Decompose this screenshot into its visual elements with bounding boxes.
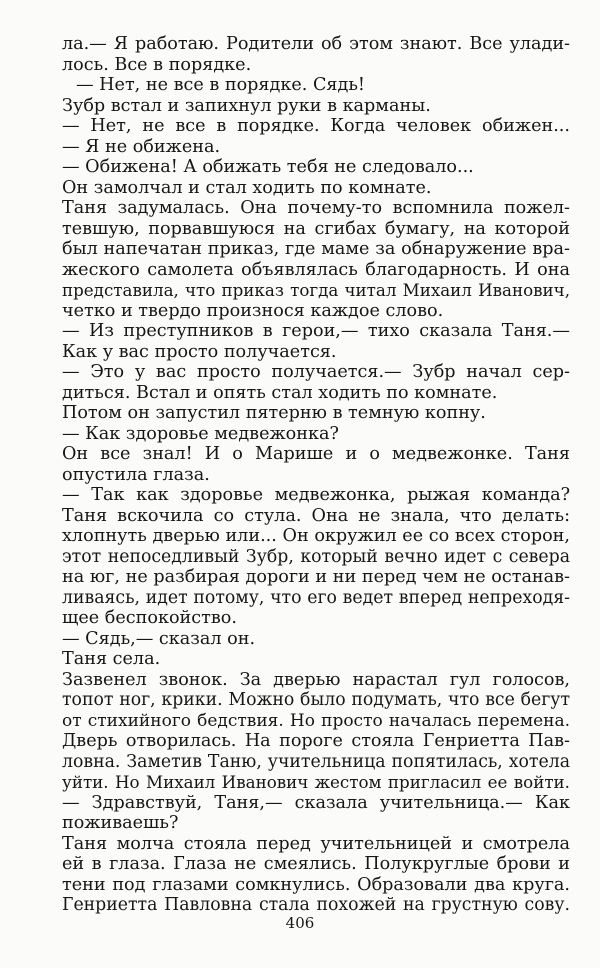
text-line: Генриетта Павловна стала похожей на грустную сову. [62, 895, 570, 915]
text-line: — Это у вас просто получается.— Зубр начал сер- [62, 362, 570, 382]
text-line: Таня вскочила со стула. Она не знала, что делать: [62, 505, 570, 526]
text-line: ливаясь, идет потому, что его ведет вперед непреходя- [62, 587, 570, 608]
page-number: 406 [285, 914, 315, 932]
text-line: Зубр встал и запихнул руки в карманы. [62, 95, 431, 116]
text-line: Он замолчал и стал ходить по комнате. [62, 177, 432, 198]
text-line: — Обижена! А обижать тебя не следовало... [62, 157, 474, 177]
text-line: — Нет, не все в порядке. Когда человек обижен... [62, 116, 570, 136]
text-line: Дверь отворилась. На пороге стояла Генриетта Пав- [62, 731, 570, 751]
text-line: Он все знал! И о Марише и о медвежонке. Таня [62, 444, 570, 464]
text-line: тевшую, порвавшуюся на сгибах бумагу, на которой [62, 218, 570, 239]
text-line: ловна. Заметив Таню, учительница попятилась, хотела [62, 751, 570, 772]
text-line: Как у вас просто получается. [62, 341, 337, 362]
text-line: поживаешь? [62, 813, 179, 833]
text-line: хлопнуть дверью или... Он окружил ее со всех сторон, [62, 526, 570, 546]
text-line: — Нет, не все в порядке. Сядь! [76, 75, 365, 95]
text-line: — Как здоровье медвежонка? [62, 423, 339, 444]
text-line: ей в глаза. Глаза не смеялись. Полукруглые брови и [62, 854, 570, 874]
text-line: — Так как здоровье медвежонка, рыжая команда? [62, 485, 570, 505]
text-line: четко и твердо произнося каждое слово. [62, 300, 444, 321]
text-line: этот непоседливый Зубр, который вечно идет с севера [62, 546, 570, 567]
text-line: опустила глаза. [62, 464, 210, 485]
body-text [62, 34, 570, 916]
text-line: был напечатан приказ, где маме за обнаружение вра- [62, 239, 570, 259]
text-line: — Я не обижена. [62, 136, 221, 157]
text-line: ла.— Я работаю. Родители об этом знают. Все улади- [62, 34, 570, 54]
text-line: лось. Все в порядке. [62, 54, 252, 75]
text-line: щее беспокойство. [62, 608, 237, 628]
text-line: Таня задумалась. Она почему-то вспомнила пожел- [62, 198, 570, 218]
text-line: Таня села. [62, 649, 161, 669]
text-line: — Здравствуй, Таня,— сказала учительница.— Как [62, 792, 570, 813]
text-line: — Сядь,— сказал он. [62, 628, 256, 649]
text-line: Зазвенел звонок. За дверью нарастал гул голосов, [62, 669, 570, 690]
text-line: топот ног, крики. Можно было подумать, что все бегут [62, 690, 570, 710]
text-line: диться. Встал и опять стал ходить по комнате. [62, 382, 498, 403]
text-line: Потом он запустил пятерню в темную копну. [62, 403, 486, 423]
text-line: от стихийного бедствия. Но просто началась перемена. [62, 710, 570, 731]
text-line: на юг, не разбирая дороги и ни перед чем не останав- [62, 567, 570, 587]
text-line: представила, что приказ тогда читал Михаил Иванович, [62, 280, 570, 300]
text-line: — Из преступников в герои,— тихо сказала Таня.— [62, 321, 570, 341]
text-line: жеского самолета объявлялась благодарность. И она [62, 259, 570, 280]
text-line: тени под глазами сомкнулись. Образовали два круга. [62, 874, 570, 895]
text-line: Таня молча стояла перед учительницей и смотрела [62, 833, 570, 854]
text-line: уйти. Но Михаил Иванович жестом пригласил ее войти. [62, 772, 570, 792]
